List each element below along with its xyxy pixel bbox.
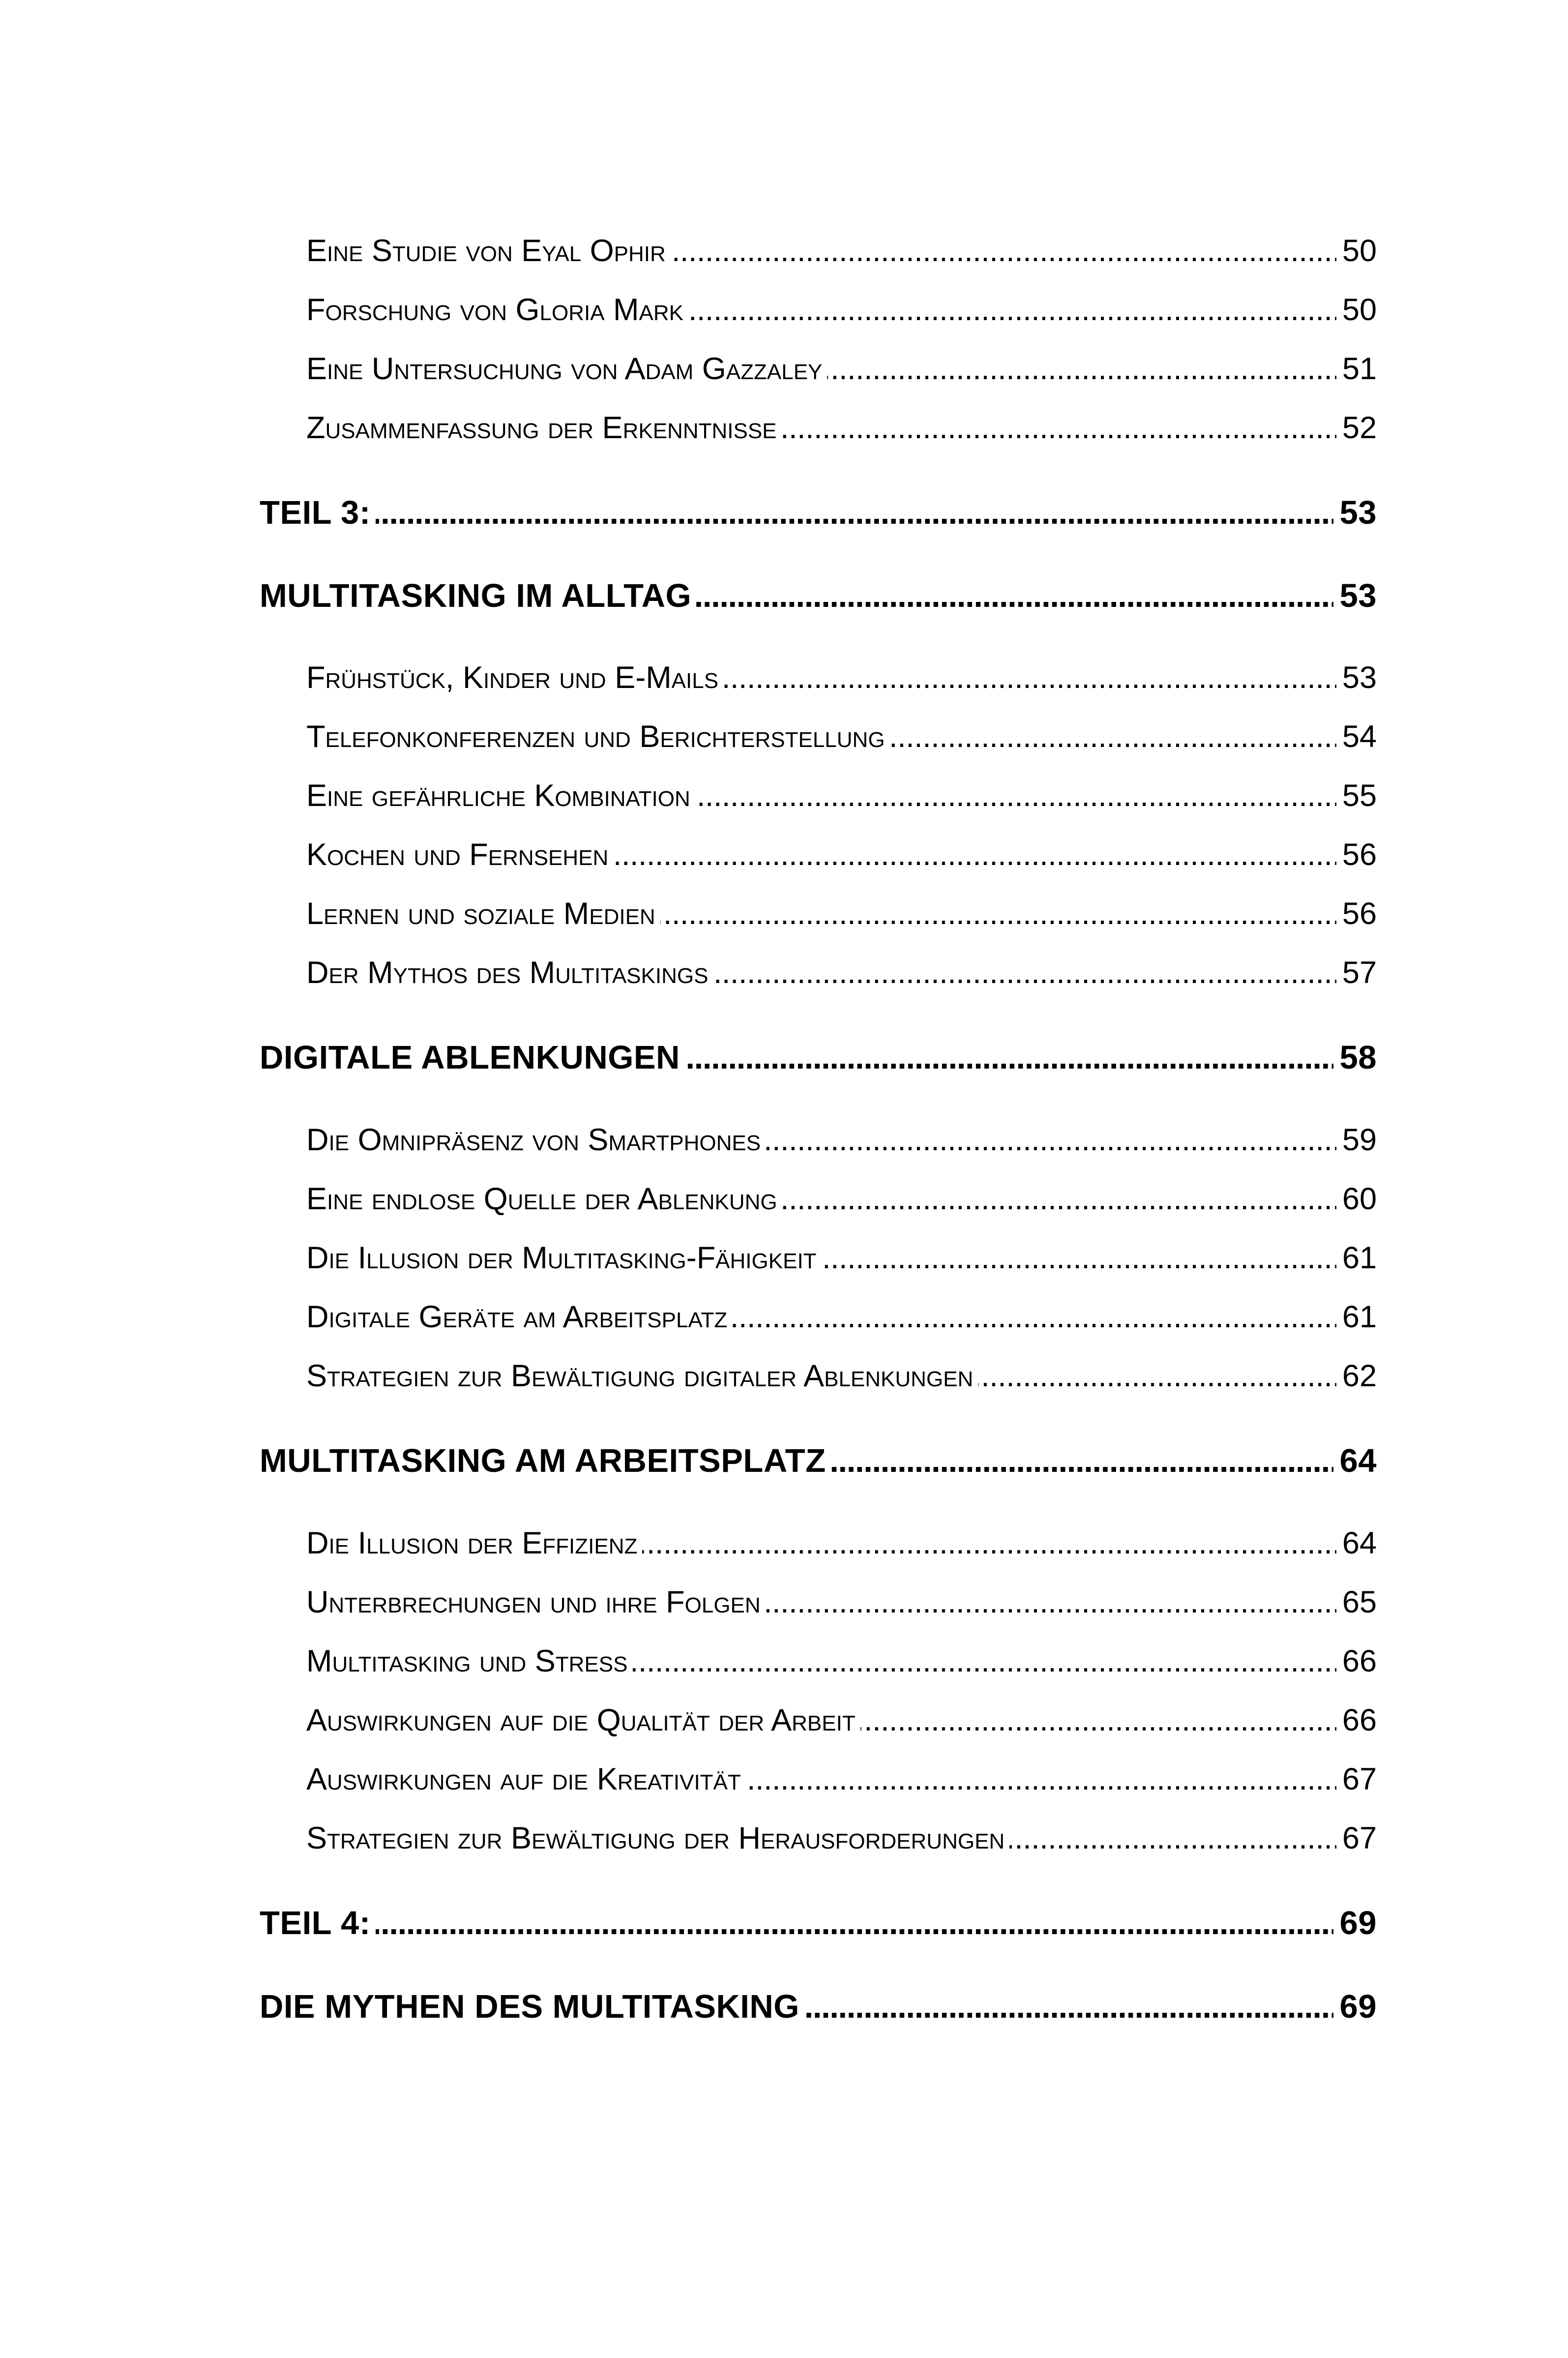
toc-entry[interactable] — [306, 778, 1377, 813]
dot-leader — [695, 778, 1336, 813]
toc-entry[interactable] — [306, 1358, 1377, 1394]
toc-entry-title: Forschung von Gloria Mark — [306, 293, 684, 327]
toc-section-title: TEIL 4: — [260, 1905, 371, 1941]
toc-entry-page: 56 — [1342, 837, 1377, 872]
dot-leader — [831, 1442, 1334, 1480]
dot-leader — [713, 955, 1336, 990]
toc-entry-title: Der Mythos des Multitaskings — [306, 955, 709, 990]
toc-entry[interactable] — [306, 292, 1377, 328]
toc-entry-title: Auswirkungen auf die Qualität der Arbeit — [306, 1703, 856, 1737]
toc-entry[interactable] — [306, 955, 1377, 990]
toc-section-title: DIGITALE ABLENKUNGEN — [260, 1039, 680, 1076]
toc-entry-page: 66 — [1342, 1703, 1377, 1737]
toc-entry-page: 56 — [1342, 896, 1377, 931]
toc-entry-page: 64 — [1342, 1526, 1377, 1560]
toc-entry-page: 50 — [1342, 234, 1377, 268]
toc-entry[interactable] — [306, 1584, 1377, 1620]
toc-section-page: 64 — [1339, 1442, 1377, 1479]
toc-section-title: TEIL 3: — [260, 494, 371, 531]
toc-entry-page: 57 — [1342, 955, 1377, 990]
toc-entry[interactable] — [306, 1821, 1377, 1856]
dot-leader — [827, 351, 1336, 387]
toc-section-entry[interactable] — [260, 577, 1377, 615]
toc-section-title: MULTITASKING AM ARBEITSPLATZ — [260, 1442, 826, 1479]
toc-entry-title: Eine endlose Quelle der Ablenkung — [306, 1182, 777, 1216]
toc-section-entry[interactable] — [260, 1039, 1377, 1076]
toc-entry-page: 61 — [1342, 1241, 1377, 1275]
dot-leader — [688, 292, 1336, 328]
toc-entry-title: Eine Studie von Eyal Ophir — [306, 234, 666, 268]
toc-entry-title: Eine Untersuchung von Adam Gazzaley — [306, 352, 823, 386]
toc-entry-page: 67 — [1342, 1762, 1377, 1796]
toc-entry-title: Digitale Geräte am Arbeitsplatz — [306, 1300, 728, 1334]
dot-leader — [804, 1988, 1334, 2026]
toc-entry-title: Die Omnipräsenz von Smartphones — [306, 1123, 761, 1157]
dot-leader — [642, 1525, 1336, 1561]
toc-entry-title: Frühstück, Kinder und E-Mails — [306, 660, 719, 695]
dot-leader — [723, 660, 1336, 695]
toc-entry[interactable] — [306, 1643, 1377, 1679]
toc-entry[interactable] — [306, 1122, 1377, 1158]
toc-entry[interactable] — [306, 660, 1377, 695]
toc-entry-page: 55 — [1342, 778, 1377, 813]
toc-section-entry[interactable] — [260, 1442, 1377, 1480]
toc-section-entry[interactable] — [260, 494, 1377, 532]
toc-entry-title: Zusammenfassung der Erkenntnisse — [306, 411, 777, 445]
toc-entry-page: 59 — [1342, 1123, 1377, 1157]
toc-entry-page: 54 — [1342, 719, 1377, 754]
toc-entry[interactable] — [306, 233, 1377, 269]
toc-entry-title: Lernen und soziale Medien — [306, 896, 655, 931]
toc-entry-title: Die Illusion der Multitasking-Fähigkeit — [306, 1241, 817, 1275]
toc-entry-title: Auswirkungen auf die Kreativität — [306, 1762, 741, 1796]
toc-entry[interactable] — [306, 1702, 1377, 1738]
dot-leader — [685, 1039, 1334, 1076]
toc-entry[interactable] — [306, 719, 1377, 754]
toc-entry[interactable] — [306, 1761, 1377, 1797]
dot-leader — [376, 1904, 1334, 1942]
dot-leader — [1009, 1821, 1336, 1856]
dot-leader — [732, 1299, 1336, 1335]
toc-section-entry[interactable] — [260, 1904, 1377, 1942]
toc-entry[interactable] — [306, 1299, 1377, 1335]
dot-leader — [633, 1643, 1336, 1679]
dot-leader — [860, 1702, 1336, 1738]
dot-leader — [660, 896, 1336, 931]
toc-entry[interactable] — [306, 351, 1377, 387]
dot-leader — [766, 1122, 1336, 1158]
dot-leader — [766, 1584, 1336, 1620]
dot-leader — [782, 1181, 1336, 1217]
toc-entry[interactable] — [306, 896, 1377, 931]
toc-entry-page: 50 — [1342, 293, 1377, 327]
toc-entry-page: 60 — [1342, 1182, 1377, 1216]
toc-entry-title: Telefonkonferenzen und Berichterstellung — [306, 719, 885, 754]
dot-leader — [376, 494, 1334, 532]
toc-section-page: 69 — [1339, 1905, 1377, 1941]
toc-entry[interactable] — [306, 1181, 1377, 1217]
toc-entry-page: 52 — [1342, 411, 1377, 445]
dot-leader — [746, 1761, 1336, 1797]
toc-entry-title: Die Illusion der Effizienz — [306, 1526, 638, 1560]
dot-leader — [978, 1358, 1336, 1394]
toc-entry-page: 67 — [1342, 1821, 1377, 1855]
dot-leader — [613, 837, 1336, 872]
dot-leader — [890, 719, 1336, 754]
toc-entry[interactable] — [306, 410, 1377, 446]
toc-entry-page: 51 — [1342, 352, 1377, 386]
toc-section-page: 53 — [1339, 577, 1377, 614]
dot-leader — [782, 410, 1336, 446]
dot-leader — [822, 1240, 1336, 1276]
toc-entry-title: Kochen und Fernsehen — [306, 837, 609, 872]
toc-entry-page: 62 — [1342, 1359, 1377, 1393]
toc-entry[interactable] — [306, 1525, 1377, 1561]
toc-section-page: 53 — [1339, 494, 1377, 531]
toc-entry-page: 65 — [1342, 1585, 1377, 1619]
toc-section-title: MULTITASKING IM ALLTAG — [260, 577, 692, 614]
toc-entry[interactable] — [306, 837, 1377, 872]
toc-entry-page: 53 — [1342, 660, 1377, 695]
toc-entry-page: 66 — [1342, 1644, 1377, 1678]
dot-leader — [671, 233, 1336, 269]
toc-section-page: 58 — [1339, 1039, 1377, 1076]
toc-entry[interactable] — [306, 1240, 1377, 1276]
toc-entry-title: Strategien zur Bewältigung der Herausforderungen — [306, 1821, 1005, 1855]
toc-entry-page: 61 — [1342, 1300, 1377, 1334]
toc-entry-title: Multitasking und Stress — [306, 1644, 628, 1678]
toc-entry-title: Eine gefährliche Kombination — [306, 778, 690, 813]
toc-section-page: 69 — [1339, 1988, 1377, 2025]
toc-section-title: DIE MYTHEN DES MULTITASKING — [260, 1988, 799, 2025]
toc-entry-title: Strategien zur Bewältigung digitaler Ablenkungen — [306, 1359, 974, 1393]
dot-leader — [696, 577, 1333, 615]
toc-section-entry[interactable] — [260, 1988, 1377, 2026]
toc-entry-title: Unterbrechungen und ihre Folgen — [306, 1585, 761, 1619]
